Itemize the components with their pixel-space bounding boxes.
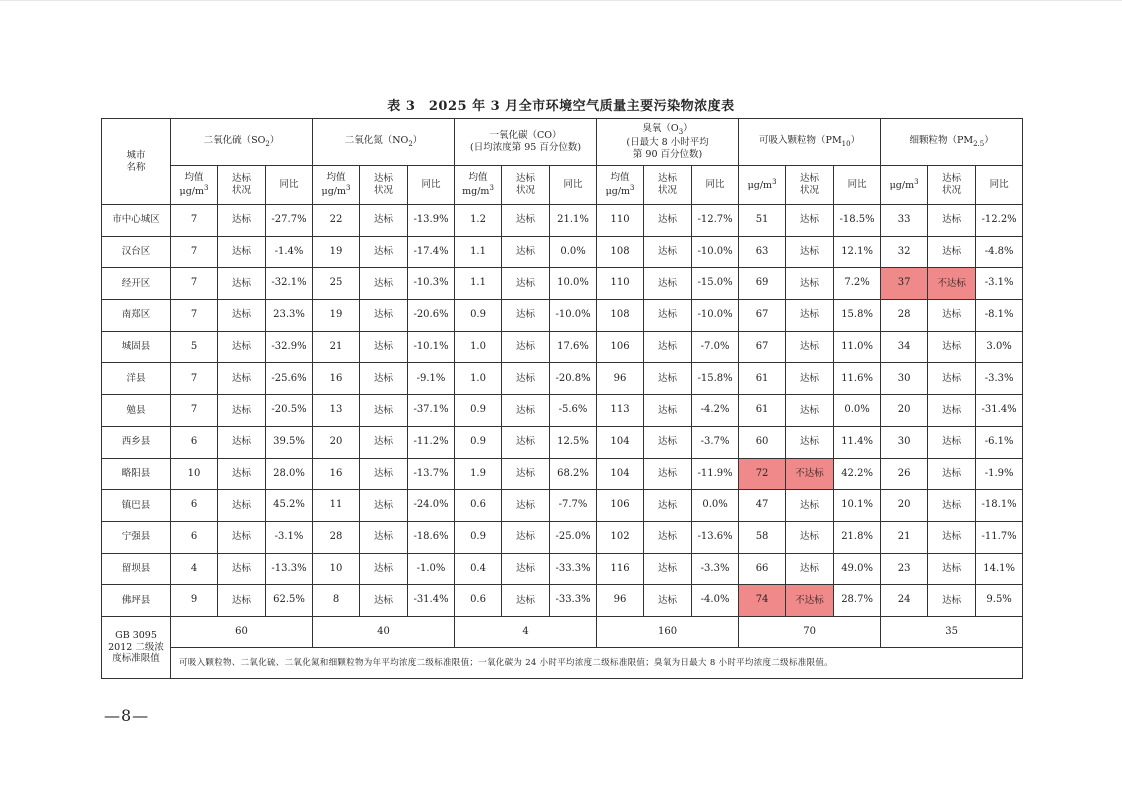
mean-value: 0.9 xyxy=(455,395,502,427)
yoy-change: -7.7% xyxy=(550,490,597,522)
mean-value: 30 xyxy=(881,363,928,395)
mean-value: 116 xyxy=(597,553,644,585)
mean-value: 8 xyxy=(313,585,360,617)
compliance-status: 达标 xyxy=(928,300,976,332)
compliance-status: 达标 xyxy=(502,300,550,332)
compliance-status: 达标 xyxy=(360,395,408,427)
compliance-status: 不达标 xyxy=(928,268,976,300)
mean-value: 110 xyxy=(597,268,644,300)
compliance-status: 达标 xyxy=(360,363,408,395)
page-number: —8— xyxy=(104,706,150,725)
yoy-change: 28.0% xyxy=(266,458,313,490)
mean-value: 21 xyxy=(313,331,360,363)
yoy-change: 0.0% xyxy=(550,236,597,268)
mean-value: 104 xyxy=(597,426,644,458)
mean-value: 104 xyxy=(597,458,644,490)
compliance-status: 达标 xyxy=(928,585,976,617)
table-row xyxy=(102,236,1023,268)
compliance-status: 达标 xyxy=(786,521,834,553)
compliance-status: 达标 xyxy=(644,331,692,363)
yoy-change: -3.1% xyxy=(266,521,313,553)
compliance-status: 达标 xyxy=(360,426,408,458)
compliance-status: 达标 xyxy=(928,490,976,522)
compliance-status: 达标 xyxy=(218,363,266,395)
compliance-status: 达标 xyxy=(928,426,976,458)
mean-value: 13 xyxy=(313,395,360,427)
compliance-status: 达标 xyxy=(644,553,692,585)
city-name: 市中心城区 xyxy=(102,205,171,237)
mean-value: 60 xyxy=(739,426,786,458)
mean-value: 6 xyxy=(171,490,218,522)
table-row xyxy=(102,300,1023,332)
yoy-change: 0.0% xyxy=(834,395,881,427)
mean-value: 7 xyxy=(171,363,218,395)
compliance-status: 达标 xyxy=(644,268,692,300)
compliance-status: 达标 xyxy=(928,521,976,553)
compliance-status: 达标 xyxy=(644,426,692,458)
compliance-status: 达标 xyxy=(360,331,408,363)
compliance-status: 达标 xyxy=(218,300,266,332)
city-name: 镇巴县 xyxy=(102,490,171,522)
yoy-change: -12.2% xyxy=(976,205,1023,237)
mean-value: 7 xyxy=(171,236,218,268)
city-name: 城固县 xyxy=(102,331,171,363)
yoy-change: -24.0% xyxy=(408,490,455,522)
yoy-change: -13.6% xyxy=(692,521,739,553)
pollutant-group-header: 一氧化碳（CO） (日均浓度第 95 百分位数) xyxy=(455,119,597,166)
compliance-status: 达标 xyxy=(644,395,692,427)
standard-note: 可吸入颗粒物、二氧化硫、二氧化氮和细颗粒物为年平均浓度二级标准限值；一氧化碳为 24 小时平均浓度二级标准限值；臭氧为日最大 8 小时平均浓度二级标准限值。 xyxy=(171,647,1023,678)
mean-value: 108 xyxy=(597,236,644,268)
city-name: 略阳县 xyxy=(102,458,171,490)
standard-limit: 70 xyxy=(739,616,881,647)
compliance-status: 达标 xyxy=(360,553,408,585)
compliance-status: 达标 xyxy=(218,205,266,237)
mean-value: 5 xyxy=(171,331,218,363)
sub-column-header: 同比 xyxy=(834,166,881,205)
yoy-change: 3.0% xyxy=(976,331,1023,363)
compliance-status: 不达标 xyxy=(786,458,834,490)
yoy-change: -10.0% xyxy=(692,300,739,332)
standard-limit: 40 xyxy=(313,616,455,647)
compliance-status: 达标 xyxy=(502,363,550,395)
compliance-status: 达标 xyxy=(502,236,550,268)
compliance-status: 达标 xyxy=(360,205,408,237)
yoy-change: -18.1% xyxy=(976,490,1023,522)
compliance-status: 达标 xyxy=(644,458,692,490)
mean-value: 6 xyxy=(171,426,218,458)
mean-value: 61 xyxy=(739,395,786,427)
mean-value: 1.9 xyxy=(455,458,502,490)
table-row xyxy=(102,426,1023,458)
mean-value: 9 xyxy=(171,585,218,617)
yoy-change: -3.7% xyxy=(692,426,739,458)
mean-value: 28 xyxy=(313,521,360,553)
table-row xyxy=(102,331,1023,363)
sub-column-header: 达标 状况 xyxy=(360,166,408,205)
mean-value: 51 xyxy=(739,205,786,237)
yoy-change: 7.2% xyxy=(834,268,881,300)
compliance-status: 达标 xyxy=(786,300,834,332)
yoy-change: 10.0% xyxy=(550,268,597,300)
sub-column-header: 均值 $mg/m^3$ xyxy=(455,166,502,205)
mean-value: 0.4 xyxy=(455,553,502,585)
sub-column-header: 达标 状况 xyxy=(786,166,834,205)
mean-value: 58 xyxy=(739,521,786,553)
sub-column-header: 均值 $\mu g/m^3$ xyxy=(313,166,360,205)
compliance-status: 达标 xyxy=(786,268,834,300)
mean-value: 96 xyxy=(597,363,644,395)
mean-value: 24 xyxy=(881,585,928,617)
compliance-status: 达标 xyxy=(502,426,550,458)
city-name: 南郑区 xyxy=(102,300,171,332)
standard-limit: 35 xyxy=(881,616,1023,647)
mean-value: 16 xyxy=(313,458,360,490)
compliance-status: 达标 xyxy=(928,236,976,268)
table-title: 表 3 2025 年 3 月全市环境空气质量主要污染物浓度表 xyxy=(387,99,735,114)
compliance-status: 达标 xyxy=(360,268,408,300)
yoy-change: -4.2% xyxy=(692,395,739,427)
yoy-change: -31.4% xyxy=(976,395,1023,427)
yoy-change: -3.1% xyxy=(976,268,1023,300)
mean-value: 69 xyxy=(739,268,786,300)
yoy-change: 0.0% xyxy=(692,490,739,522)
city-name: 西乡县 xyxy=(102,426,171,458)
sub-column-header: $\mu g/m^3$ xyxy=(881,166,928,205)
mean-value: 33 xyxy=(881,205,928,237)
yoy-change: 11.4% xyxy=(834,426,881,458)
compliance-status: 达标 xyxy=(502,268,550,300)
mean-value: 26 xyxy=(881,458,928,490)
compliance-status: 达标 xyxy=(928,363,976,395)
yoy-change: -18.5% xyxy=(834,205,881,237)
sub-column-header: 达标 状况 xyxy=(928,166,976,205)
compliance-status: 达标 xyxy=(644,521,692,553)
yoy-change: -25.6% xyxy=(266,363,313,395)
mean-value: 0.6 xyxy=(455,585,502,617)
mean-value: 0.9 xyxy=(455,521,502,553)
yoy-change: 17.6% xyxy=(550,331,597,363)
mean-value: 1.0 xyxy=(455,363,502,395)
sub-column-header: 均值 $\mu g/m^3$ xyxy=(597,166,644,205)
table-row xyxy=(102,205,1023,237)
yoy-change: 62.5% xyxy=(266,585,313,617)
mean-value: 34 xyxy=(881,331,928,363)
compliance-status: 达标 xyxy=(502,395,550,427)
yoy-change: 49.0% xyxy=(834,553,881,585)
compliance-status: 达标 xyxy=(218,426,266,458)
compliance-status: 达标 xyxy=(218,395,266,427)
mean-value: 106 xyxy=(597,490,644,522)
yoy-change: -5.6% xyxy=(550,395,597,427)
mean-value: 10 xyxy=(313,553,360,585)
compliance-status: 达标 xyxy=(360,585,408,617)
mean-value: 96 xyxy=(597,585,644,617)
compliance-status: 达标 xyxy=(218,490,266,522)
yoy-change: -1.0% xyxy=(408,553,455,585)
mean-value: 67 xyxy=(739,331,786,363)
yoy-change: 39.5% xyxy=(266,426,313,458)
yoy-change: -25.0% xyxy=(550,521,597,553)
table-row xyxy=(102,458,1023,490)
yoy-change: -6.1% xyxy=(976,426,1023,458)
mean-value: 1.2 xyxy=(455,205,502,237)
pollutant-group-header: 二氧化氮$(NO_2)$ xyxy=(313,119,455,166)
mean-value: 47 xyxy=(739,490,786,522)
compliance-status: 达标 xyxy=(218,458,266,490)
pollutant-group-header: 臭氧$(O_3)$ (日最大 8 小时平均 第 90 百分位数) xyxy=(597,119,739,166)
compliance-status: 达标 xyxy=(786,426,834,458)
yoy-change: -3.3% xyxy=(976,363,1023,395)
mean-value: 21 xyxy=(881,521,928,553)
compliance-status: 达标 xyxy=(502,490,550,522)
city-name: 经开区 xyxy=(102,268,171,300)
compliance-status: 达标 xyxy=(218,521,266,553)
compliance-status: 达标 xyxy=(786,236,834,268)
compliance-status: 达标 xyxy=(644,363,692,395)
yoy-change: 9.5% xyxy=(976,585,1023,617)
yoy-change: -10.0% xyxy=(692,236,739,268)
pollutant-group-header: 二氧化硫$(SO_2)$ xyxy=(171,119,313,166)
mean-value: 1.1 xyxy=(455,236,502,268)
sub-column-header: 同比 xyxy=(550,166,597,205)
mean-value: 4 xyxy=(171,553,218,585)
standard-limit: 60 xyxy=(171,616,313,647)
compliance-status: 达标 xyxy=(360,521,408,553)
yoy-change: 21.1% xyxy=(550,205,597,237)
compliance-status: 达标 xyxy=(502,458,550,490)
mean-value: 20 xyxy=(881,395,928,427)
compliance-status: 达标 xyxy=(218,331,266,363)
mean-value: 63 xyxy=(739,236,786,268)
compliance-status: 达标 xyxy=(928,331,976,363)
mean-value: 7 xyxy=(171,300,218,332)
compliance-status: 不达标 xyxy=(786,585,834,617)
pollutant-group-header: 可吸入颗粒物$(PM_{10})$ xyxy=(739,119,881,166)
yoy-change: 68.2% xyxy=(550,458,597,490)
yoy-change: 11.6% xyxy=(834,363,881,395)
yoy-change: -11.2% xyxy=(408,426,455,458)
table-row xyxy=(102,553,1023,585)
yoy-change: -20.6% xyxy=(408,300,455,332)
mean-value: 0.9 xyxy=(455,300,502,332)
yoy-change: -8.1% xyxy=(976,300,1023,332)
pollutant-group-header: 细颗粒物$(PM_{2.5})$ xyxy=(881,119,1023,166)
yoy-change: -18.6% xyxy=(408,521,455,553)
table-row xyxy=(102,395,1023,427)
compliance-status: 达标 xyxy=(502,205,550,237)
yoy-change: -15.8% xyxy=(692,363,739,395)
compliance-status: 达标 xyxy=(644,585,692,617)
mean-value: 11 xyxy=(313,490,360,522)
yoy-change: -20.5% xyxy=(266,395,313,427)
mean-value: 1.1 xyxy=(455,268,502,300)
yoy-change: -11.9% xyxy=(692,458,739,490)
standard-label: GB 3095 2012 二级浓 度标准限值 xyxy=(102,616,171,678)
yoy-change: -31.4% xyxy=(408,585,455,617)
mean-value: 23 xyxy=(881,553,928,585)
yoy-change: -33.3% xyxy=(550,553,597,585)
yoy-change: -17.4% xyxy=(408,236,455,268)
compliance-status: 达标 xyxy=(218,268,266,300)
yoy-change: 14.1% xyxy=(976,553,1023,585)
compliance-status: 达标 xyxy=(644,490,692,522)
yoy-change: 21.8% xyxy=(834,521,881,553)
compliance-status: 达标 xyxy=(218,236,266,268)
compliance-status: 达标 xyxy=(786,490,834,522)
compliance-status: 达标 xyxy=(502,553,550,585)
city-name: 勉县 xyxy=(102,395,171,427)
yoy-change: 10.1% xyxy=(834,490,881,522)
compliance-status: 达标 xyxy=(218,585,266,617)
mean-value: 28 xyxy=(881,300,928,332)
compliance-status: 达标 xyxy=(218,553,266,585)
yoy-change: -11.7% xyxy=(976,521,1023,553)
mean-value: 6 xyxy=(171,521,218,553)
table-row xyxy=(102,585,1023,617)
city-name: 宁强县 xyxy=(102,521,171,553)
mean-value: 19 xyxy=(313,236,360,268)
mean-value: 113 xyxy=(597,395,644,427)
city-header: 城市 名称 xyxy=(102,119,171,205)
mean-value: 10 xyxy=(171,458,218,490)
sub-column-header: $\mu g/m^3$ xyxy=(739,166,786,205)
compliance-status: 达标 xyxy=(928,205,976,237)
yoy-change: 45.2% xyxy=(266,490,313,522)
sub-column-header: 达标 状况 xyxy=(218,166,266,205)
compliance-status: 达标 xyxy=(786,331,834,363)
mean-value: 7 xyxy=(171,205,218,237)
yoy-change: -37.1% xyxy=(408,395,455,427)
yoy-change: -13.3% xyxy=(266,553,313,585)
table-row xyxy=(102,363,1023,395)
table-row xyxy=(102,268,1023,300)
pollutant-table xyxy=(101,118,1023,679)
sub-column-header: 同比 xyxy=(976,166,1023,205)
table-row xyxy=(102,490,1023,522)
yoy-change: -12.7% xyxy=(692,205,739,237)
table-row xyxy=(102,521,1023,553)
compliance-status: 达标 xyxy=(786,553,834,585)
compliance-status: 达标 xyxy=(502,585,550,617)
yoy-change: -32.1% xyxy=(266,268,313,300)
yoy-change: -3.3% xyxy=(692,553,739,585)
sub-column-header: 达标 状况 xyxy=(502,166,550,205)
yoy-change: -7.0% xyxy=(692,331,739,363)
standard-limit: 160 xyxy=(597,616,739,647)
compliance-status: 达标 xyxy=(786,363,834,395)
mean-value: 32 xyxy=(881,236,928,268)
compliance-status: 达标 xyxy=(928,553,976,585)
yoy-change: -4.0% xyxy=(692,585,739,617)
compliance-status: 达标 xyxy=(502,331,550,363)
yoy-change: -10.0% xyxy=(550,300,597,332)
compliance-status: 达标 xyxy=(644,205,692,237)
compliance-status: 达标 xyxy=(360,458,408,490)
compliance-status: 达标 xyxy=(928,395,976,427)
compliance-status: 达标 xyxy=(502,521,550,553)
mean-value: 72 xyxy=(739,458,786,490)
mean-value: 20 xyxy=(881,490,928,522)
mean-value: 108 xyxy=(597,300,644,332)
yoy-change: 12.1% xyxy=(834,236,881,268)
compliance-status: 达标 xyxy=(928,458,976,490)
yoy-change: 42.2% xyxy=(834,458,881,490)
yoy-change: -15.0% xyxy=(692,268,739,300)
compliance-status: 达标 xyxy=(786,205,834,237)
yoy-change: 15.8% xyxy=(834,300,881,332)
city-name: 汉台区 xyxy=(102,236,171,268)
mean-value: 7 xyxy=(171,395,218,427)
standard-limit: 4 xyxy=(455,616,597,647)
yoy-change: -13.7% xyxy=(408,458,455,490)
compliance-status: 达标 xyxy=(644,236,692,268)
city-name: 洋县 xyxy=(102,363,171,395)
page-top-rule xyxy=(0,0,1122,1)
yoy-change: -1.9% xyxy=(976,458,1023,490)
compliance-status: 达标 xyxy=(360,300,408,332)
sub-column-header: 均值 $\mu g/m^3$ xyxy=(171,166,218,205)
compliance-status: 达标 xyxy=(644,300,692,332)
yoy-change: -10.1% xyxy=(408,331,455,363)
sub-column-header: 达标 状况 xyxy=(644,166,692,205)
mean-value: 16 xyxy=(313,363,360,395)
sub-column-header: 同比 xyxy=(408,166,455,205)
yoy-change: 28.7% xyxy=(834,585,881,617)
mean-value: 66 xyxy=(739,553,786,585)
mean-value: 25 xyxy=(313,268,360,300)
compliance-status: 达标 xyxy=(360,490,408,522)
mean-value: 110 xyxy=(597,205,644,237)
mean-value: 67 xyxy=(739,300,786,332)
compliance-status: 达标 xyxy=(786,395,834,427)
yoy-change: -10.3% xyxy=(408,268,455,300)
yoy-change: -4.8% xyxy=(976,236,1023,268)
yoy-change: -33.3% xyxy=(550,585,597,617)
mean-value: 30 xyxy=(881,426,928,458)
mean-value: 37 xyxy=(881,268,928,300)
yoy-change: 11.0% xyxy=(834,331,881,363)
city-name: 留坝县 xyxy=(102,553,171,585)
mean-value: 20 xyxy=(313,426,360,458)
yoy-change: -13.9% xyxy=(408,205,455,237)
mean-value: 102 xyxy=(597,521,644,553)
mean-value: 74 xyxy=(739,585,786,617)
yoy-change: -20.8% xyxy=(550,363,597,395)
sub-column-header: 同比 xyxy=(266,166,313,205)
mean-value: 0.9 xyxy=(455,426,502,458)
mean-value: 7 xyxy=(171,268,218,300)
mean-value: 19 xyxy=(313,300,360,332)
city-name: 佛坪县 xyxy=(102,585,171,617)
yoy-change: 23.3% xyxy=(266,300,313,332)
yoy-change: 12.5% xyxy=(550,426,597,458)
yoy-change: -1.4% xyxy=(266,236,313,268)
mean-value: 1.0 xyxy=(455,331,502,363)
yoy-change: -9.1% xyxy=(408,363,455,395)
yoy-change: -27.7% xyxy=(266,205,313,237)
mean-value: 0.6 xyxy=(455,490,502,522)
compliance-status: 达标 xyxy=(360,236,408,268)
mean-value: 61 xyxy=(739,363,786,395)
mean-value: 106 xyxy=(597,331,644,363)
mean-value: 22 xyxy=(313,205,360,237)
yoy-change: -32.9% xyxy=(266,331,313,363)
sub-column-header: 同比 xyxy=(692,166,739,205)
